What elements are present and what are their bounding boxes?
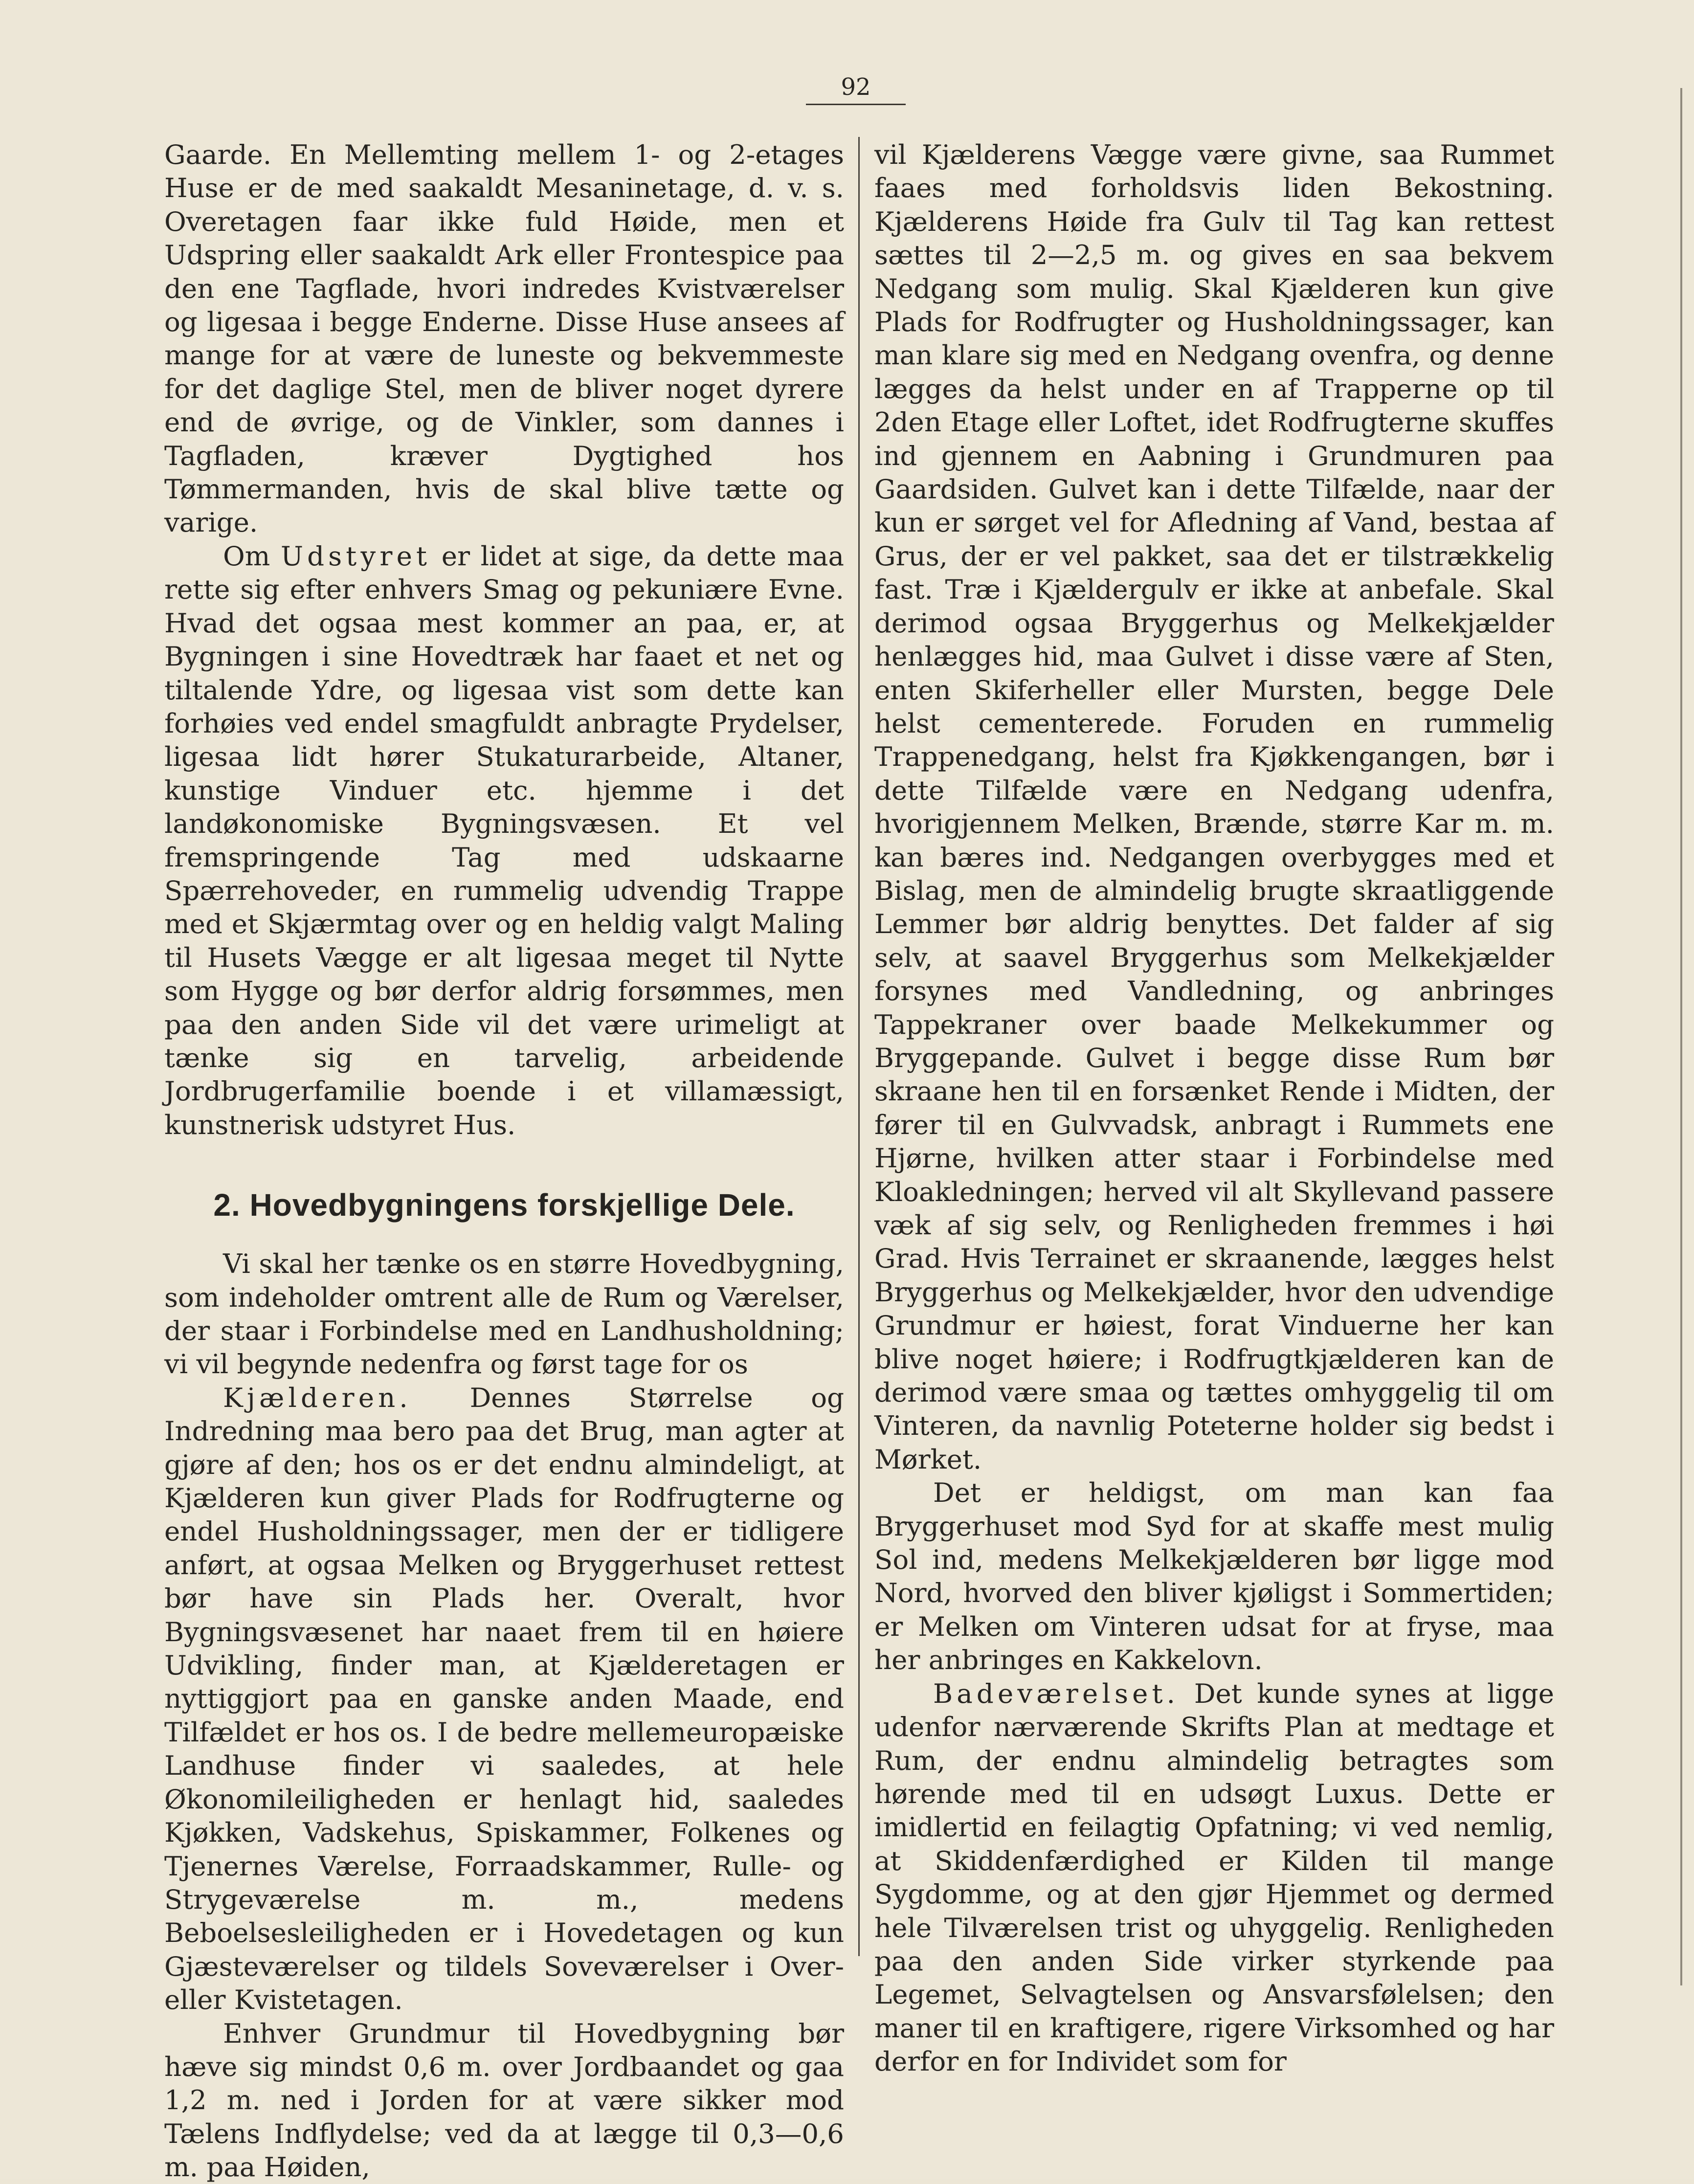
spaced-term: Udstyret — [280, 540, 431, 572]
right-column — [874, 138, 1554, 2078]
paragraph — [164, 1381, 844, 2017]
spaced-term: Kjælderen. — [223, 1382, 412, 1413]
paragraph-text: er lidet at sige, da dette maa rette sig efter enhvers Smag og pekuniære Evne. Hvad det ogsaa mest kommer an paa, er, at Bygningen i sine Hovedtræk har faaet et net og tiltalende Ydre, og ligesaa vist som dette kan forhøies ved endel smagfuldt anbragte Prydelser, ligesaa lidt hører Stukaturarbeide, Altaner, kunstige Vinduer etc. hjemme i det landøkonomiske Bygningsvæsen. Et vel fremspringende Tag med udskaarne Spærrehoveder, en rummelig udvendig Trappe med et Skjærmtag over og en heldig valgt Maling til Husets Vægge er alt ligesaa meget til Nytte som Hygge og bør derfor aldrig forsømmes, men paa den anden Side vil det være urimeligt at tænke sig en tarvelig, arbeidende Jordbrugerfamilie boende i et villamæssigt, kunstnerisk udstyret Hus. — [164, 540, 844, 1140]
paragraph: Det er heldigst, om man kan faa Bryggerhuset mod Syd for at skaffe mest mulig Sol ind, medens Melkekjælderen bør ligge mod Nord, hvorved den bliver kjøligst i Sommertiden; er Melken om Vinteren udsat for at fryse, maa her anbringes en Kakkelovn. — [874, 1477, 1554, 1676]
spaced-term: Badeværelset. — [933, 1677, 1180, 1709]
column-divider — [858, 137, 860, 1956]
paragraph: Vi skal her tænke os en større Hovedbygning, som indeholder omtrent alle de Rum og Værelser, der staar i Forbindelse med en Landhusholdning; vi vil begynde nedenfra og først tage for os — [164, 1248, 844, 1380]
paragraph: Enhver Grundmur til Hovedbygning bør hæve sig mindst 0,6 m. over Jordbaandet og gaa 1,2 m. ned i Jorden for at være sikker mod Tælens Indflydelse; ved da at lægge til 0,3—0,6 m. paa Høiden, — [164, 2017, 844, 2183]
page-number: 92 — [841, 73, 871, 101]
paragraph: vil Kjælderens Vægge være givne, saa Rummet faaes med forholdsvis liden Bekostning. Kjælderens Høide fra Gulv til Tag kan rettest sættes til 2—2,5 m. og gives en saa bekvem Nedgang som mulig. Skal Kjælderen kun give Plads for Rodfrugter og Husholdningssager, kan man klare sig med en Nedgang ovenfra, og denne lægges da helst under en af Trapperne op til 2den Etage eller Loftet, idet Rodfrugterne skuffes ind gjennem en Aabning i Grundmuren paa Gaardsiden. Gulvet kan i dette Tilfælde, naar der kun er sørget vel for Afledning af Vand, bestaa af Grus, der er vel pakket, saa det er tilstrækkelig fast. Træ i Kjældergulv er ikke at anbefale. Skal derimod ogsaa Bryggerhus og Melkekjælder henlægges hid, maa Gulvet i disse være af Sten, enten Skiferheller eller Mursten, begge Dele helst cementerede. Foruden en rummelig Trappenedgang, helst fra Kjøkkengangen, bør i dette Tilfælde være en Nedgang udenfra, hvorigjennem Melken, Brænde, større Kar m. m. kan bæres ind. Nedgangen overbygges med et Bislag, men de almindelig brugte skraatliggende Lemmer bør aldrig benyttes. Det falder af sig selv, at saavel Bryggerhus som Melkekjælder forsynes med Vandledning, og anbringes Tappekraner over baade Melkekummer og Bryggepande. Gulvet i begge disse Rum bør skraane hen til en forsænket Rende i Midten, der fører til en Gulvvadsk, anbragt i Rummets ene Hjørne, hvilken atter staar i Forbindelse med Kloakledningen; herved vil alt Skyllevand passere væk af sig selv, og Renligheden fremmes i høi Grad. Hvis Terrainet er skraanende, lægges helst Bryggerhus og Melkekjælder, hvor den udvendige Grundmur er høiest, forat Vinduerne her kan blive noget høiere; i Rodfrugtkjælderen kan de derimod være smaa og tættes omhyggelig til om Vinteren, da navnlig Poteterne holder sig bedst i Mørket. — [874, 139, 1554, 1475]
paragraph-text: Det kunde synes at ligge udenfor nærværende Skrifts Plan at medtage et Rum, der endnu almindelig betragtes som hørende med til en udsøgt Luxus. Dette er imidlertid en feilagtig Opfatning; vi ved nemlig, at Skiddenfærdighed er Kilden til mange Sygdomme, og at den gjør Hjemmet og dermed hele Tilværelsen trist og uhyggelig. Renligheden paa den anden Side virker styrkende paa Legemet, Selvagtelsen og Ansvarsfølelsen; den maner til en kraftigere, rigere Virksomhed og har derfor en for Individet som for — [874, 1677, 1554, 2077]
paragraph-lead: Om — [223, 540, 270, 572]
section-heading: 2. Hovedbygningens forskjellige Dele. — [213, 1187, 795, 1223]
paragraph-text: Dennes Størrelse og Indredning maa bero paa det Brug, man agter at gjøre af den; hos os er det endnu almindeligt, at Kjælderen kun giver Plads for Rodfrugterne og endel Husholdningssager, men der er tidligere anført, at ogsaa Melken og Bryggerhuset rettest bør have sin Plads her. Overalt, hvor Bygningsvæsenet har naaet frem til en høiere Udvikling, finder man, at Kjælderetagen er nyttiggjort paa en ganske anden Maade, end Tilfældet er hos os. I de bedre mellemeuropæiske Landhuse finder vi saaledes, at hele Økonomileiligheden er henlagt hid, saaledes Kjøkken, Vadskehus, Spiskammer, Folkenes og Tjenernes Værelse, Forraadskammer, Rulle- og Strygeværelse m. m., medens Beboelsesleiligheden er i Hovedetagen og kun Gjæsteværelser og tildels Soveværelser i Over- eller Kvistetagen. — [164, 1382, 844, 2016]
page-edge-line — [1680, 88, 1682, 1985]
paragraph — [164, 539, 844, 1141]
paragraph — [874, 1677, 1554, 2078]
left-column — [164, 138, 844, 2184]
page-number-rule — [806, 104, 906, 105]
paragraph: Gaarde. En Mellemting mellem 1- og 2-etages Huse er de med saakaldt Mesaninetage, d. v. s. Overetagen faar ikke fuld Høide, men et Udspring eller saakaldt Ark eller Frontespice paa den ene Tagflade, hvori indredes Kvistværelser og ligesaa i begge Enderne. Disse Huse ansees af mange for at være de luneste og bekvemmeste for det daglige Stel, men de bliver noget dyrere end de øvrige, og de Vinkler, som dannes i Tagfladen, kræver Dygtighed hos Tømmermanden, hvis de skal blive tætte og varige. — [164, 139, 844, 538]
